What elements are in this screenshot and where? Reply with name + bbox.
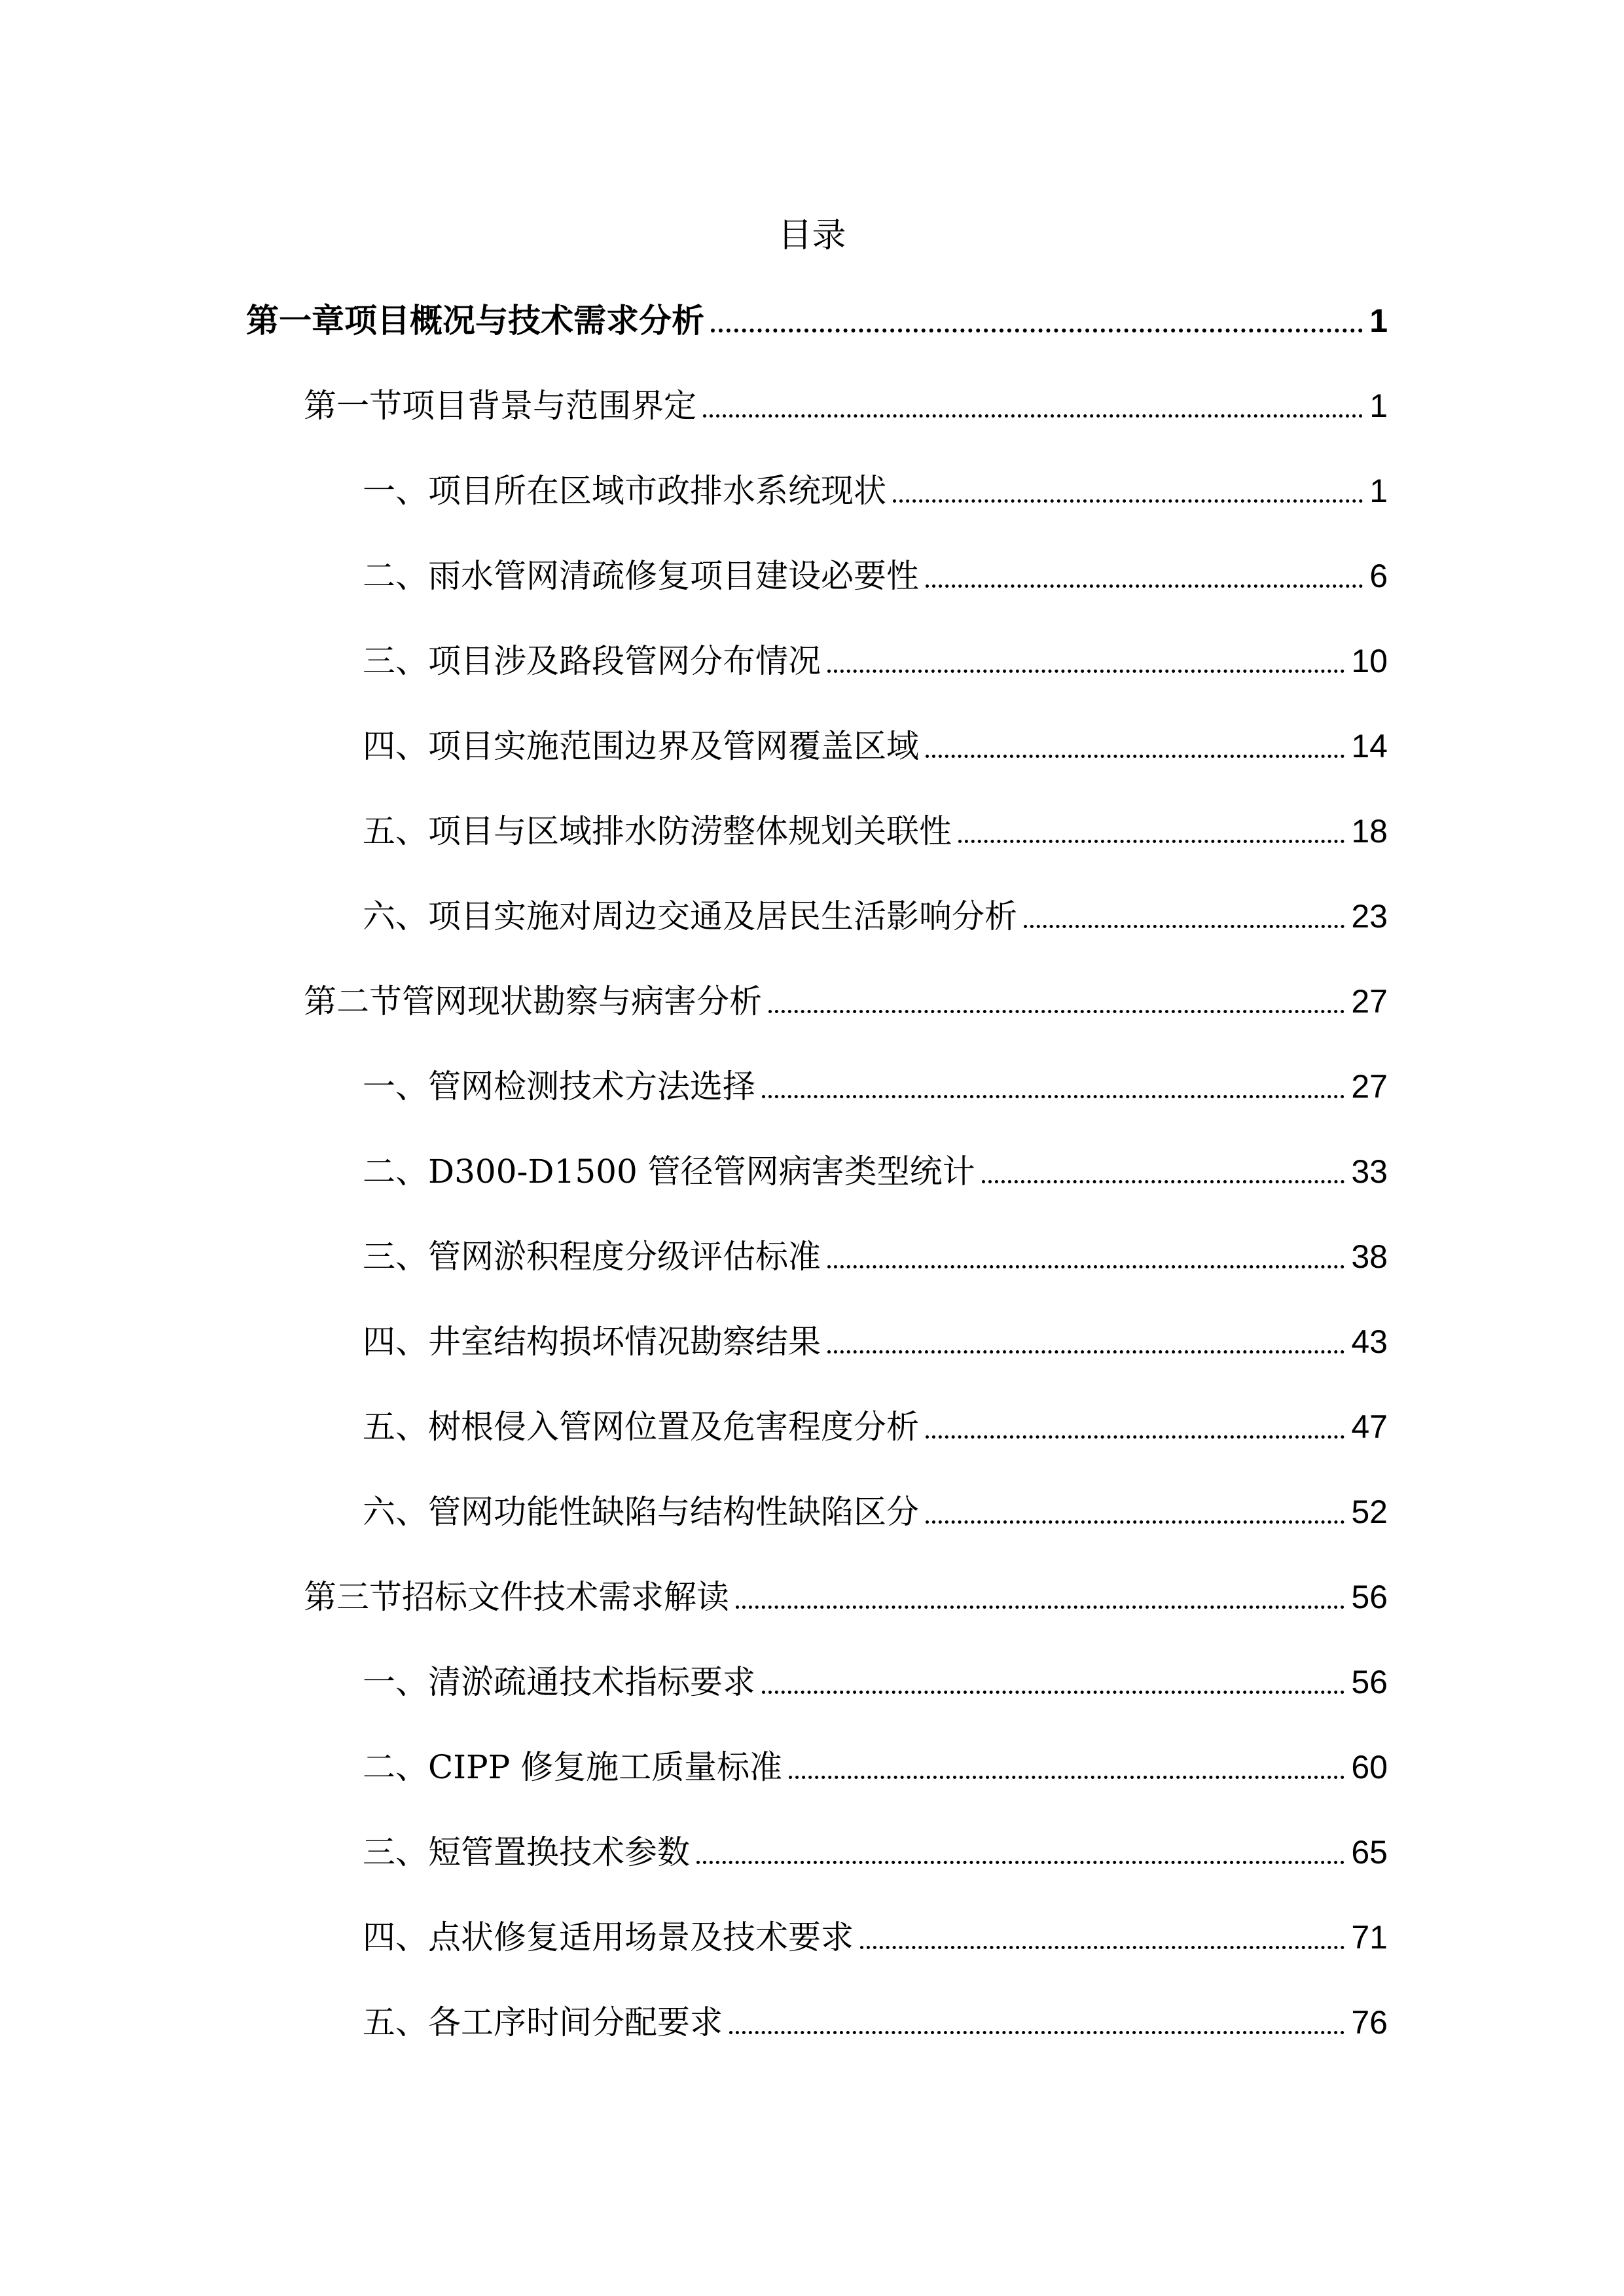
toc-entry-label: 五、树根侵入管网位置及危害程度分析 [363,1408,919,1446]
dot-leader [729,2031,1344,2034]
toc-entry-label: 第二节管网现状勘察与病害分析 [304,982,762,1020]
toc-title: 目录 [778,216,846,255]
toc-item[interactable] [363,1996,1388,2049]
toc-page-number: 47 [1351,1408,1388,1445]
toc-page-number: 6 [1369,558,1388,594]
toc-entry-label: 四、点状修复适用场景及技术要求 [363,1918,854,1956]
toc-page-number: 23 [1351,898,1388,935]
toc-page-number: 56 [1351,1664,1388,1700]
toc-entry-label: 二、D300-D1500 管径管网病害类型统计 [363,1153,975,1191]
toc-section-3[interactable] [304,1571,1388,1623]
toc-item[interactable] [363,1230,1388,1283]
toc-page-number: 14 [1351,728,1388,764]
toc-page-number: 60 [1351,1749,1388,1785]
dot-leader [926,1520,1344,1524]
toc-page-number: 27 [1351,983,1388,1020]
toc-entry-label: 五、项目与区域排水防涝整体规划关联性 [363,812,952,850]
dot-leader [893,499,1363,503]
toc-section-2[interactable] [304,975,1388,1028]
dot-leader [860,1946,1344,1949]
toc-entry-label: 六、管网功能性缺陷与结构性缺陷区分 [363,1493,919,1531]
dot-leader [711,329,1363,332]
toc-item[interactable] [363,1656,1388,1708]
toc-chapter-1[interactable] [246,295,1388,347]
toc-page-number: 52 [1351,1494,1388,1530]
toc-item[interactable] [363,1401,1388,1453]
dot-leader [827,1265,1344,1268]
toc-item[interactable] [363,805,1388,857]
toc-page-number: 33 [1351,1153,1388,1190]
toc-item[interactable] [363,1826,1388,1878]
toc-item[interactable] [363,465,1388,517]
toc-item[interactable] [363,635,1388,687]
toc-item[interactable] [363,890,1388,942]
toc-item[interactable] [363,1060,1388,1113]
toc-page-number: 65 [1351,1834,1388,1871]
dot-leader [762,1095,1344,1098]
toc-page-number: 18 [1351,813,1388,850]
toc-entry-label: 第一章项目概况与技术需求分析 [246,301,704,340]
dot-leader [926,1435,1344,1439]
toc-entry-label: 五、各工序时间分配要求 [363,2003,723,2041]
toc-item[interactable] [363,1145,1388,1198]
toc-entry-label: 六、项目实施对周边交通及居民生活影响分析 [363,897,1017,935]
toc-page-number: 1 [1369,473,1388,509]
toc-entry-label: 三、项目涉及路段管网分布情况 [363,642,821,680]
dot-leader [982,1180,1345,1183]
dot-leader [768,1010,1344,1013]
toc-entry-label: 第一节项目背景与范围界定 [304,387,696,425]
toc-entry-label: 三、管网淤积程度分级评估标准 [363,1238,821,1276]
toc-entry-label: 四、项目实施范围边界及管网覆盖区域 [363,727,919,765]
toc-entry-label: 一、管网检测技术方法选择 [363,1067,755,1105]
toc-entry-label: 二、CIPP 修复施工质量标准 [363,1748,783,1786]
dot-leader [1024,925,1344,928]
toc-page-number: 56 [1351,1579,1388,1615]
toc-entry-label: 四、井室结构损坏情况勘察结果 [363,1323,821,1361]
toc-item[interactable] [363,550,1388,602]
toc-entry-label: 三、短管置换技术参数 [363,1833,690,1871]
dot-leader [789,1776,1344,1779]
toc-entry-label: 一、清淤疏通技术指标要求 [363,1663,755,1701]
dot-leader [703,414,1363,418]
dot-leader [926,584,1363,588]
toc-page-number: 1 [1369,302,1388,339]
toc-item[interactable] [363,1486,1388,1538]
dot-leader [696,1861,1344,1864]
toc-item[interactable] [363,720,1388,772]
toc-page-number: 76 [1351,2004,1388,2041]
toc-page-number: 71 [1351,1919,1388,1956]
toc-page-number: 27 [1351,1068,1388,1105]
dot-leader [958,840,1344,843]
dot-leader [827,1350,1344,1354]
dot-leader [827,670,1344,673]
toc-entry-label: 二、雨水管网清疏修复项目建设必要性 [363,557,919,595]
toc-page-number: 10 [1351,643,1388,679]
dot-leader [762,1691,1344,1694]
toc-page-number: 38 [1351,1238,1388,1275]
toc-item[interactable] [363,1911,1388,1964]
toc-item[interactable] [363,1741,1388,1793]
toc-item[interactable] [363,1316,1388,1368]
toc-page-number: 1 [1369,387,1388,424]
toc-page-number: 43 [1351,1323,1388,1360]
dot-leader [736,1605,1344,1609]
toc-entry-label: 一、项目所在区域市政排水系统现状 [363,472,886,510]
toc-entry-label: 第三节招标文件技术需求解读 [304,1578,729,1616]
dot-leader [926,755,1344,758]
toc-section-1[interactable] [304,380,1388,432]
